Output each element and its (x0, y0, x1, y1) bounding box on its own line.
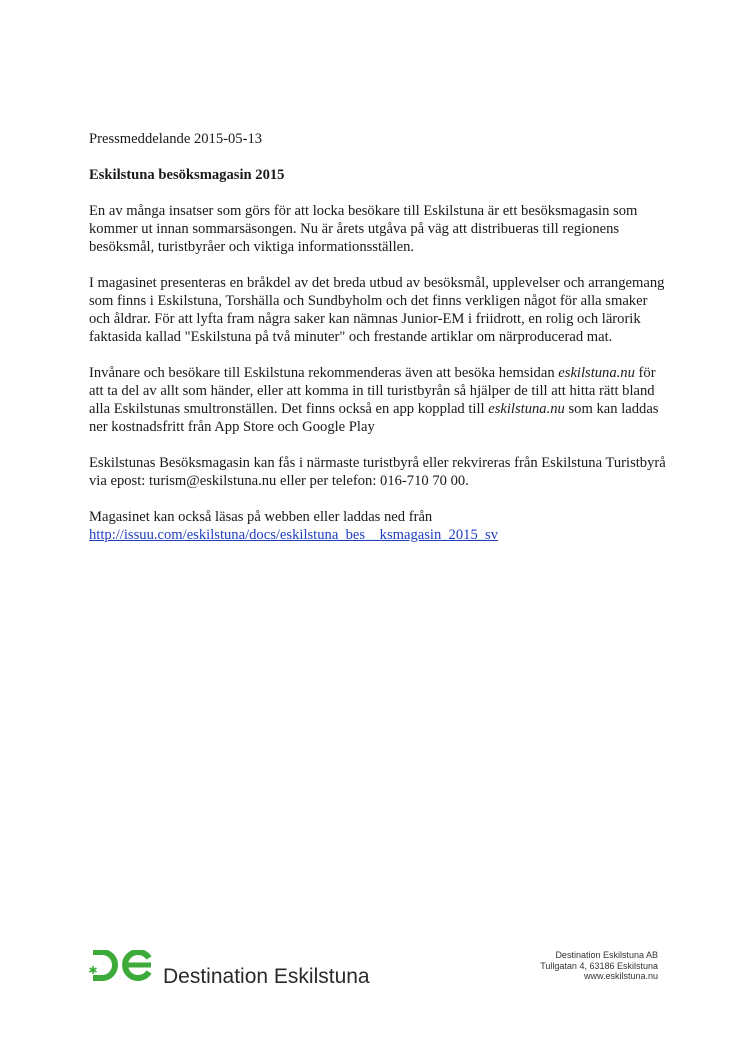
website-reference-2: eskilstuna.nu (488, 401, 565, 417)
issuu-link[interactable]: http://issuu.com/eskilstuna/docs/eskilstuna_bes__ksmagasin_2015_sv (89, 527, 499, 543)
address-company: Destination Eskilstuna AB (555, 950, 658, 960)
paragraph-4: Eskilstunas Besöksmagasin kan fås i närmaste turistbyrå eller rekvireras från Eskilstuna Turistbyrå via epost: turism@eskilstuna.nu eller per telefon: 016-710 70 00. (89, 455, 666, 489)
paragraph-2: I magasinet presenteras en bråkdel av det breda utbud av besöksmål, upplevelser och arrangemang som finns i Eskilstuna, Torshälla och Sundbyholm och det finns verkligen något för alla smaker och åldrar. För att lyfta fram några saker kan nämnas Junior-EM i friidrott, en rolig och lärorik faktasida kallad "Eskilstuna på två minuter" och frestande artiklar om närproducerad mat. (89, 275, 665, 345)
de-logo-icon (89, 950, 155, 986)
website-reference-1: eskilstuna.nu (558, 365, 635, 381)
paragraph-5 (89, 508, 669, 544)
press-release-body (89, 130, 669, 562)
press-title: Eskilstuna besöksmagasin 2015 (89, 167, 285, 183)
dateline: Pressmeddelande 2015-05-13 (89, 131, 263, 147)
paragraph-3 (89, 364, 669, 436)
paragraph-3-part-a: Invånare och besökare till Eskilstuna rekommenderas även att besöka hemsidan (89, 365, 559, 381)
paragraph-1: En av många insatser som görs för att locka besökare till Eskilstuna är ett besöksmagasin som kommer ut innan sommarsäsongen. Nu är årets utgåva på väg att distribueras till regionens besöksmål, turistbyråer och viktiga informationsställen. (89, 203, 638, 255)
address-street: Tullgatan 4, 63186 Eskilstuna (540, 960, 658, 971)
address-website: www.eskilstuna.nu (583, 971, 658, 981)
paragraph-3-part-b: för att ta del av allt som händer, eller att komma in till turistbyrån så hjälper de till att hitta rätt bland alla Eskilstunas smultronställen. Det finns också en app kopplad till (89, 365, 656, 417)
paragraph-5-text: Magasinet kan också läsas på webben eller laddas ned från (89, 509, 433, 525)
brand-name: Destination Eskilstuna (163, 965, 370, 988)
destination-eskilstuna-logo (89, 946, 370, 986)
company-address (540, 950, 658, 982)
paragraph-3-part-c: som kan laddas ner kostnadsfritt från App Store och Google Play (89, 401, 659, 435)
